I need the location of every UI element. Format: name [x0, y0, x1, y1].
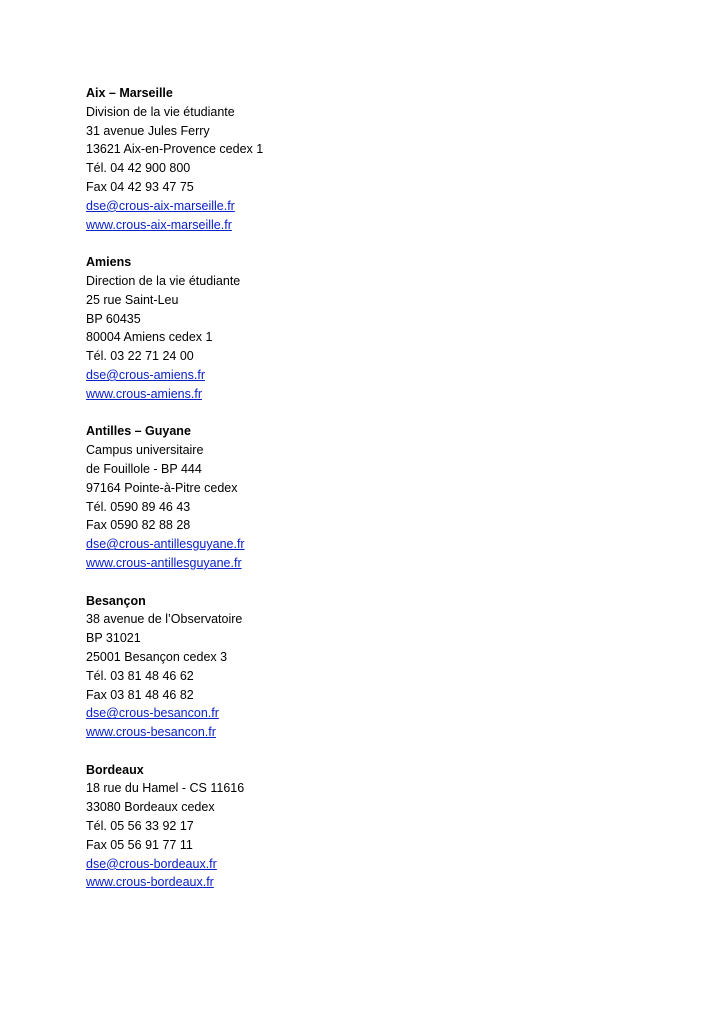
address-line: 13621 Aix-en-Provence cedex 1 [86, 142, 264, 157]
address-line: 97164 Pointe-à-Pitre cedex [86, 480, 238, 495]
entry-title: Aix – Marseille [86, 86, 173, 100]
entry-aix-marseille [86, 84, 646, 234]
email-link[interactable]: dse@crous-aix-marseille.fr [86, 198, 235, 213]
address-line: Direction de la vie étudiante [86, 273, 241, 288]
phone-line: Tél. 03 81 48 46 62 [86, 668, 194, 683]
entry-antilles-guyane [86, 422, 646, 572]
website-link[interactable]: www.crous-aix-marseille.fr [86, 217, 232, 232]
entry-bordeaux [86, 761, 646, 893]
address-line: 25001 Besançon cedex 3 [86, 649, 228, 664]
entry-title: Besançon [86, 593, 146, 608]
entry-title: Antilles – Guyane [86, 424, 191, 439]
document-page [86, 84, 646, 911]
phone-line: Tél. 05 56 33 92 17 [86, 819, 194, 834]
entry-besancon [86, 592, 646, 742]
entry-amiens [86, 253, 646, 403]
phone-line: Tél. 03 22 71 24 00 [86, 349, 194, 364]
address-line: 33080 Bordeaux cedex [86, 800, 215, 815]
email-link[interactable]: dse@crous-bordeaux.fr [86, 856, 217, 871]
address-line: Division de la vie étudiante [86, 104, 235, 119]
fax-line: Fax 04 42 93 47 75 [86, 179, 194, 194]
email-link[interactable]: dse@crous-besancon.fr [86, 706, 219, 721]
phone-line: Tél. 04 42 900 800 [86, 161, 191, 176]
fax-line: Fax 03 81 48 46 82 [86, 687, 194, 702]
email-link[interactable]: dse@crous-amiens.fr [86, 367, 205, 382]
address-line: 25 rue Saint-Leu [86, 292, 179, 307]
entry-title: Bordeaux [86, 762, 144, 777]
website-link[interactable]: www.crous-besancon.fr [86, 725, 216, 740]
address-line: BP 60435 [86, 311, 141, 326]
address-line: 80004 Amiens cedex 1 [86, 330, 213, 345]
address-line: 31 avenue Jules Ferry [86, 123, 210, 138]
address-line: 38 avenue de l’Observatoire [86, 612, 243, 627]
website-link[interactable]: www.crous-antillesguyane.fr [86, 555, 242, 570]
website-link[interactable]: www.crous-amiens.fr [86, 386, 202, 401]
entry-title: Amiens [86, 255, 132, 270]
address-line: Campus universitaire [86, 443, 204, 458]
fax-line: Fax 0590 82 88 28 [86, 518, 191, 533]
address-line: de Fouillole - BP 444 [86, 461, 202, 476]
website-link[interactable]: www.crous-bordeaux.fr [86, 875, 214, 890]
phone-line: Tél. 0590 89 46 43 [86, 499, 191, 514]
fax-line: Fax 05 56 91 77 11 [86, 837, 193, 852]
address-line: BP 31021 [86, 631, 141, 646]
address-line: 18 rue du Hamel - CS 11616 [86, 781, 245, 796]
email-link[interactable]: dse@crous-antillesguyane.fr [86, 537, 245, 552]
